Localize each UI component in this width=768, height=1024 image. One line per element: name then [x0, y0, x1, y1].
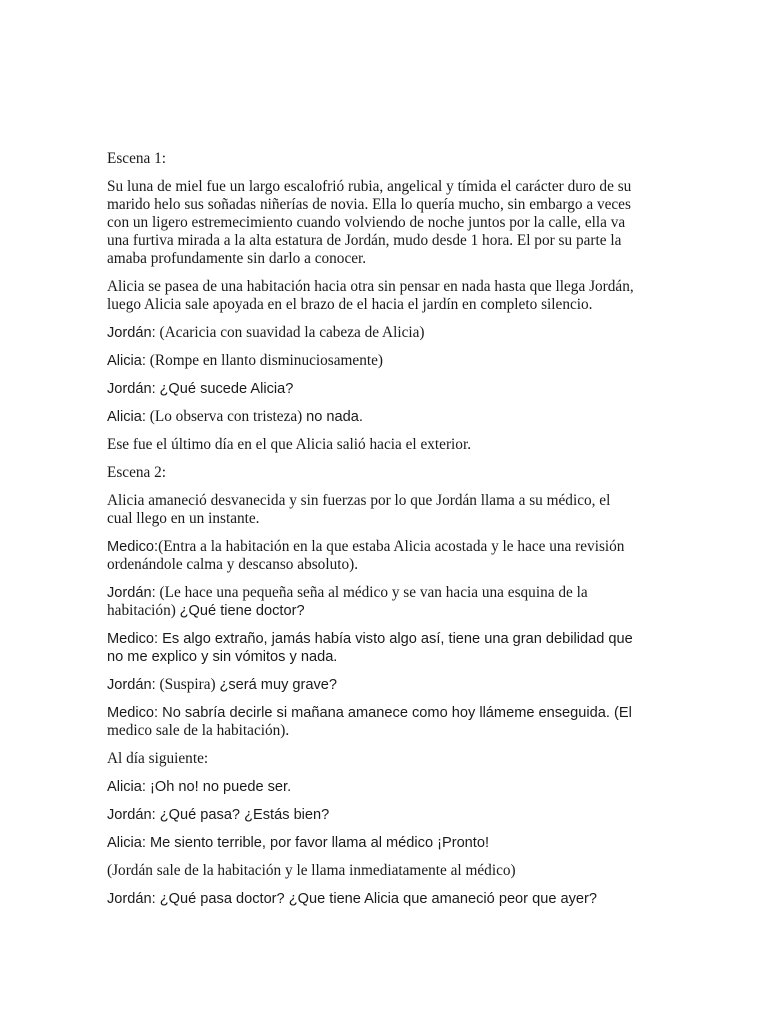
dialogue-line-9: [107, 704, 637, 740]
al-dia-siguiente: Al día siguiente:: [107, 750, 209, 767]
speaker-name: Jordán:: [107, 381, 156, 397]
document-body: [107, 150, 637, 918]
dialogue-line-13: (Jordán sale de la habitación y le llama inmediatamente al médico): [107, 862, 516, 879]
stage-direction: medico sale de la habitación).: [107, 722, 290, 739]
dialogue-speech: ¿Qué tiene doctor?: [179, 603, 305, 619]
dialogue-line-5: [107, 538, 637, 574]
stage-direction: (Acaricia con suavidad la cabeza de Alicia): [159, 324, 425, 341]
speaker-name: Alicia:: [107, 353, 146, 369]
dialogue-speech: Medico: No sabría decirle si mañana amanece como hoy llámeme enseguida. (El: [107, 705, 632, 721]
escena-1-heading: Escena 1:: [107, 150, 167, 167]
dialogue-speech: ¿Qué sucede Alicia?: [159, 381, 294, 397]
stage-direction: (Suspira): [159, 676, 216, 693]
dialogue-line-10: Alicia: ¡Oh no! no puede ser.: [107, 779, 292, 795]
ultimo-dia-paragraph: Ese fue el último día en el que Alicia salió hacia el exterior.: [107, 436, 472, 453]
dialogue-line-7: Medico: Es algo extraño, jamás había visto algo así, tiene una gran debilidad que no me explico y sin vómitos y nada.: [107, 631, 633, 665]
dialogue-line-6: [107, 584, 637, 620]
dialogue-line-11: Jordán: ¿Qué pasa? ¿Estás bien?: [107, 807, 330, 823]
speaker-name: Alicia:: [107, 409, 146, 425]
dialogue-line-8: [107, 676, 637, 694]
stage-direction: (Le hace una pequeña seña al médico y se van hacia una esquina de la habitación): [107, 584, 588, 619]
dialogue-line-1: [107, 324, 637, 342]
dialogue-speech: ¿será muy grave?: [219, 677, 338, 693]
escena-2-heading: Escena 2:: [107, 464, 167, 481]
stage-direction: (Lo observa con tristeza): [149, 408, 303, 425]
dialogue-line-2: [107, 352, 637, 370]
dialogue-line-3: [107, 380, 637, 398]
dialogue-line-12: Alicia: Me siento terrible, por favor llama al médico ¡Pronto!: [107, 835, 490, 851]
escena-2-paragraph: Alicia amaneció desvanecida y sin fuerzas por lo que Jordán llama a su médico, el cual llego en un instante.: [107, 492, 611, 527]
intro-paragraph: Su luna de miel fue un largo escalofrió rubia, angelical y tímida el carácter duro de su marido helo sus soñadas niñerías de novia. Ella lo quería mucho, sin embargo a veces con un ligero estremecimiento cuando volviendo de noche juntos por la calle, ella va una furtiva mirada a la alta estatura de Jordán, mudo desde 1 hora. El por su parte la amaba profundamente sin darlo a conocer.: [107, 178, 632, 267]
speaker-name: Jordán:: [107, 585, 156, 601]
stage-direction: (Rompe en llanto disminuciosamente): [149, 352, 383, 369]
speaker-name: Jordán:: [107, 677, 156, 693]
speaker-name: Jordán:: [107, 325, 156, 341]
alicia-paragraph: Alicia se pasea de una habitación hacia otra sin pensar en nada hasta que llega Jordán, luego Alicia sale apoyada en el brazo de el hacia el jardín en completo silencio.: [107, 278, 634, 313]
dialogue-speech: no nada.: [306, 409, 363, 425]
dialogue-line-4: [107, 408, 637, 426]
stage-direction: (Entra a la habitación en la que estaba Alicia acostada y le hace una revisión ordenándole calma y descanso absoluto).: [107, 538, 625, 573]
speaker-name: Medico:: [107, 539, 159, 555]
dialogue-line-14: Jordán: ¿Qué pasa doctor? ¿Que tiene Alicia que amaneció peor que ayer?: [107, 891, 598, 907]
